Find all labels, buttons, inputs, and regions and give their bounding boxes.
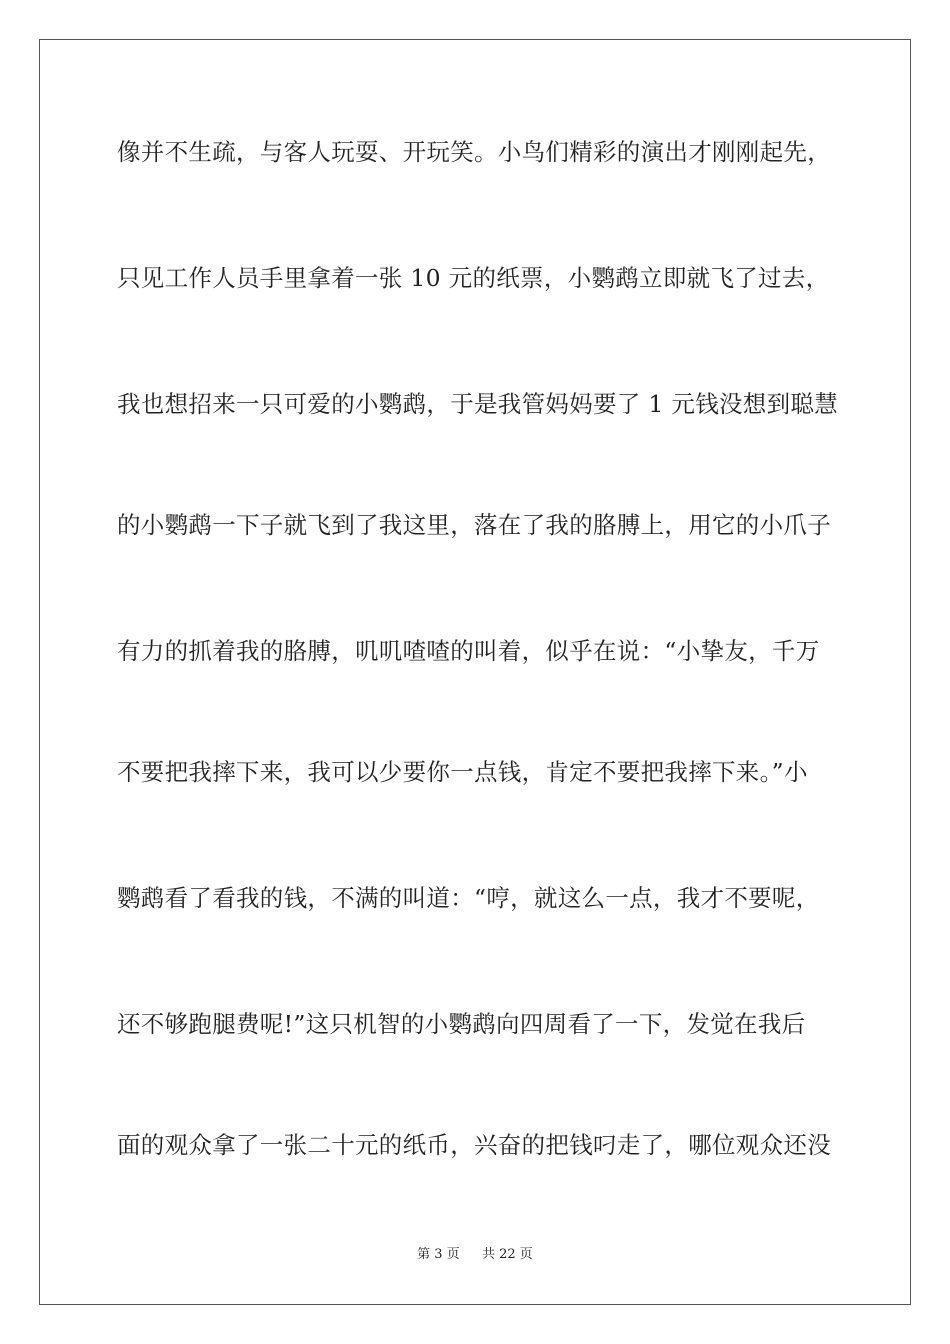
body-line: 只见工作人员手里拿着一张 10 元的纸票，小鹦鹉立即就飞了过去， — [117, 264, 830, 292]
body-line: 我也想招来一只可爱的小鹦鹉，于是我管妈妈要了 1 元钱没想到聪慧 — [117, 390, 838, 418]
page-frame — [39, 39, 911, 1305]
body-line: 鹦鹉看了看我的钱，不满的叫道：“哼，就这么一点，我才不要呢， — [117, 884, 820, 912]
body-line: 有力的抓着我的胳膊，叽叽喳喳的叫着，似乎在说：“小挚友，千万 — [117, 637, 820, 665]
body-line: 的小鹦鹉一下子就飞到了我这里，落在了我的胳膊上，用它的小爪子 — [117, 511, 831, 539]
body-line: 还不够跑腿费呢!”这只机智的小鹦鹉向四周看了一下，发觉在我后 — [117, 1010, 806, 1038]
body-line: 像并不生疏，与客人玩耍、开玩笑。小鸟们精彩的演出才刚刚起先， — [117, 138, 831, 166]
total-pages: 共 22 页 — [482, 1247, 533, 1262]
body-line: 不要把我摔下来，我可以少要你一点钱，肯定不要把我摔下来。”小 — [117, 758, 808, 786]
page-number: 第 3 页 — [417, 1247, 460, 1262]
body-line: 面的观众拿了一张二十元的纸币，兴奋的把钱叼走了，哪位观众还没 — [117, 1131, 831, 1159]
page-footer — [0, 1246, 950, 1264]
